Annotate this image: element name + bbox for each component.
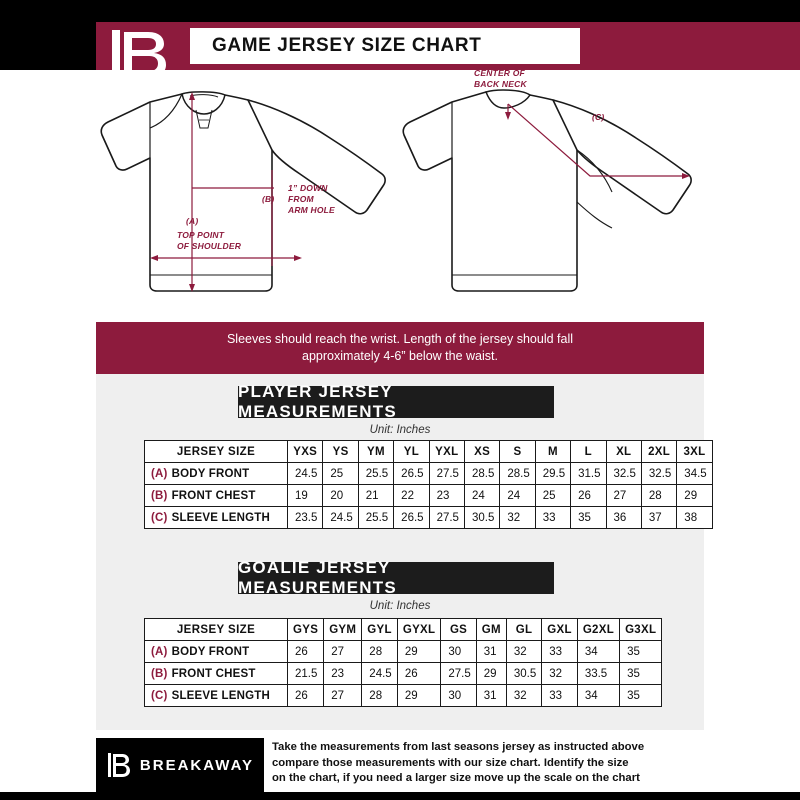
goalie-r2-c0: 26 xyxy=(288,685,324,707)
player-r0-c2: 25.5 xyxy=(358,463,393,485)
goalie-r0-c3: 29 xyxy=(397,641,441,663)
goalie-r2-c4: 30 xyxy=(441,685,476,707)
label-c-text xyxy=(474,68,564,90)
player-col-7: M xyxy=(535,441,570,463)
goalie-row-0-name: BODY FRONT xyxy=(171,645,250,658)
label-b-text-line1: 1” DOWN xyxy=(288,183,328,193)
player-row-1-label xyxy=(145,485,288,507)
player-col-11: 3XL xyxy=(677,441,712,463)
page-title: GAME JERSEY SIZE CHART xyxy=(212,35,482,56)
player-row-0-name: BODY FRONT xyxy=(171,467,250,480)
jersey-diagram-svg xyxy=(0,70,800,320)
player-r2-c9: 36 xyxy=(606,507,641,529)
footer-line-1: Take the measurements from last seasons jersey as instructed above xyxy=(272,741,645,753)
player-col-0: YXS xyxy=(288,441,323,463)
table-header-row xyxy=(145,619,662,641)
goalie-col-6: GL xyxy=(506,619,541,641)
goalie-r1-c1: 23 xyxy=(324,663,362,685)
player-r1-c1: 20 xyxy=(323,485,358,507)
label-a-text xyxy=(177,230,277,252)
label-b-text-line3: ARM HOLE xyxy=(288,205,335,215)
goalie-r2-c1: 27 xyxy=(324,685,362,707)
goalie-row-2-tag: (C) xyxy=(151,689,168,702)
player-col-10: 2XL xyxy=(641,441,676,463)
label-a-marker: (A) xyxy=(186,216,199,226)
goalie-r0-c5: 31 xyxy=(476,641,506,663)
note-bar xyxy=(96,322,704,374)
table-row xyxy=(145,663,662,685)
player-r1-c10: 28 xyxy=(641,485,676,507)
player-r0-c6: 28.5 xyxy=(500,463,535,485)
goalie-r0-c6: 32 xyxy=(506,641,541,663)
goalie-col-9: G3XL xyxy=(620,619,662,641)
goalie-r0-c9: 35 xyxy=(620,641,662,663)
goalie-r2-c2: 28 xyxy=(362,685,398,707)
note-line-1: Sleeves should reach the wrist. Length of the jersey should fall xyxy=(226,332,574,346)
goalie-r1-c7: 32 xyxy=(542,663,578,685)
goalie-col-4: GS xyxy=(441,619,476,641)
player-r2-c7: 33 xyxy=(535,507,570,529)
player-row-2-name: SLEEVE LENGTH xyxy=(171,511,271,524)
table-header-row xyxy=(145,441,713,463)
player-r0-c10: 32.5 xyxy=(641,463,676,485)
goalie-r0-c7: 33 xyxy=(542,641,578,663)
goalie-table-corner: JERSEY SIZE xyxy=(145,619,288,641)
player-r2-c5: 30.5 xyxy=(464,507,499,529)
footer-brand-text: BREAKAWAY xyxy=(139,756,255,774)
goalie-r1-c9: 35 xyxy=(620,663,662,685)
player-col-6: S xyxy=(500,441,535,463)
player-r2-c6: 32 xyxy=(500,507,535,529)
player-r0-c5: 28.5 xyxy=(464,463,499,485)
player-col-9: XL xyxy=(606,441,641,463)
goalie-r1-c2: 24.5 xyxy=(362,663,398,685)
goalie-row-1-tag: (B) xyxy=(151,667,168,680)
player-r2-c4: 27.5 xyxy=(429,507,464,529)
player-col-1: YS xyxy=(323,441,358,463)
player-r1-c2: 21 xyxy=(358,485,393,507)
goalie-r2-c3: 29 xyxy=(397,685,441,707)
player-measurements-table xyxy=(144,440,713,529)
goalie-section-title-text: GOALIE JERSEY MEASUREMENTS xyxy=(238,558,397,597)
player-r2-c8: 35 xyxy=(571,507,606,529)
table-row xyxy=(145,485,713,507)
player-r2-c0: 23.5 xyxy=(288,507,323,529)
goalie-r1-c6: 30.5 xyxy=(506,663,541,685)
header-left-black-block xyxy=(0,22,96,70)
goalie-r2-c9: 35 xyxy=(620,685,662,707)
note-line-2: approximately 4-6” below the waist. xyxy=(302,349,498,363)
player-row-2-label xyxy=(145,507,288,529)
goalie-row-2-name: SLEEVE LENGTH xyxy=(171,689,271,702)
player-r1-c4: 23 xyxy=(429,485,464,507)
player-r1-c11: 29 xyxy=(677,485,712,507)
footer-instructions xyxy=(272,740,700,787)
goalie-col-0: GYS xyxy=(288,619,324,641)
player-r1-c9: 27 xyxy=(606,485,641,507)
jersey-illustration-area xyxy=(0,70,800,320)
player-table-corner: JERSEY SIZE xyxy=(145,441,288,463)
goalie-r0-c1: 27 xyxy=(324,641,362,663)
player-row-2-tag: (C) xyxy=(151,511,168,524)
label-a-text-line1: TOP POINT xyxy=(177,230,225,240)
goalie-unit-label: Unit: Inches xyxy=(369,600,431,612)
player-r0-c8: 31.5 xyxy=(571,463,606,485)
footer-line-2: compare those measurements with our size chart. Identify the size xyxy=(272,756,629,769)
goalie-row-0-label xyxy=(145,641,288,663)
footer-brand-block xyxy=(96,738,264,792)
player-r2-c1: 24.5 xyxy=(323,507,358,529)
player-r2-c10: 37 xyxy=(641,507,676,529)
back-jersey-illustration xyxy=(403,90,691,291)
player-r2-c11: 38 xyxy=(677,507,712,529)
label-b-text xyxy=(288,183,358,216)
table-row xyxy=(145,463,713,485)
goalie-r1-c4: 27.5 xyxy=(441,663,476,685)
goalie-r0-c2: 28 xyxy=(362,641,398,663)
top-black-band xyxy=(0,0,800,22)
goalie-col-3: GYXL xyxy=(397,619,441,641)
table-row xyxy=(145,507,713,529)
goalie-row-1-label xyxy=(145,663,288,685)
player-r1-c8: 26 xyxy=(571,485,606,507)
label-c-text-line2: BACK NECK xyxy=(474,79,527,89)
goalie-col-2: GYL xyxy=(362,619,398,641)
goalie-r0-c4: 30 xyxy=(441,641,476,663)
goalie-r1-c8: 33.5 xyxy=(577,663,619,685)
player-r0-c7: 29.5 xyxy=(535,463,570,485)
label-a-text-line2: OF SHOULDER xyxy=(177,241,242,251)
player-r2-c2: 25.5 xyxy=(358,507,393,529)
goalie-r2-c5: 31 xyxy=(476,685,506,707)
player-r1-c0: 19 xyxy=(288,485,323,507)
label-c-marker: (C) xyxy=(592,112,605,122)
footer-line-3: on the chart, if you need a larger size move up the scale on the chart xyxy=(272,772,640,784)
goalie-r2-c6: 32 xyxy=(506,685,541,707)
goalie-col-5: GM xyxy=(476,619,506,641)
player-r1-c7: 25 xyxy=(535,485,570,507)
goalie-r2-c7: 33 xyxy=(542,685,578,707)
table-row xyxy=(145,685,662,707)
goalie-r0-c8: 34 xyxy=(577,641,619,663)
goalie-row-0-tag: (A) xyxy=(151,645,168,658)
player-r0-c4: 27.5 xyxy=(429,463,464,485)
player-col-3: YL xyxy=(394,441,429,463)
player-row-0-tag: (A) xyxy=(151,467,168,480)
goalie-r2-c8: 34 xyxy=(577,685,619,707)
player-col-8: L xyxy=(571,441,606,463)
header-title-box xyxy=(190,28,580,64)
player-row-0-label xyxy=(145,463,288,485)
player-r0-c1: 25 xyxy=(323,463,358,485)
label-c-text-line1: CENTER OF xyxy=(474,68,525,78)
goalie-col-7: GXL xyxy=(542,619,578,641)
goalie-measurements-table xyxy=(144,618,662,707)
player-section-title xyxy=(238,382,554,421)
breakaway-footer-logo-icon xyxy=(106,751,132,779)
player-r0-c0: 24.5 xyxy=(288,463,323,485)
player-r2-c3: 26.5 xyxy=(394,507,429,529)
goalie-r1-c3: 26 xyxy=(397,663,441,685)
label-b-text-line2: FROM xyxy=(288,194,314,204)
goalie-r1-c0: 21.5 xyxy=(288,663,324,685)
goalie-r0-c0: 26 xyxy=(288,641,324,663)
player-col-2: YM xyxy=(358,441,393,463)
player-r0-c3: 26.5 xyxy=(394,463,429,485)
player-row-1-name: FRONT CHEST xyxy=(171,489,256,502)
player-r0-c11: 34.5 xyxy=(677,463,712,485)
player-row-1-tag: (B) xyxy=(151,489,168,502)
player-unit-label: Unit: Inches xyxy=(369,424,431,436)
goalie-row-1-name: FRONT CHEST xyxy=(171,667,256,680)
label-b-marker: (B) xyxy=(262,194,275,204)
goalie-col-1: GYM xyxy=(324,619,362,641)
player-r0-c9: 32.5 xyxy=(606,463,641,485)
goalie-col-8: G2XL xyxy=(577,619,619,641)
table-row xyxy=(145,641,662,663)
player-r1-c3: 22 xyxy=(394,485,429,507)
player-r1-c5: 24 xyxy=(464,485,499,507)
player-r1-c6: 24 xyxy=(500,485,535,507)
goalie-r1-c5: 29 xyxy=(476,663,506,685)
bottom-black-band xyxy=(0,792,800,800)
player-section-title-text: PLAYER JERSEY MEASUREMENTS xyxy=(238,382,397,421)
player-col-4: YXL xyxy=(429,441,464,463)
goalie-section-title xyxy=(238,558,554,597)
player-col-5: XS xyxy=(464,441,499,463)
goalie-row-2-label xyxy=(145,685,288,707)
